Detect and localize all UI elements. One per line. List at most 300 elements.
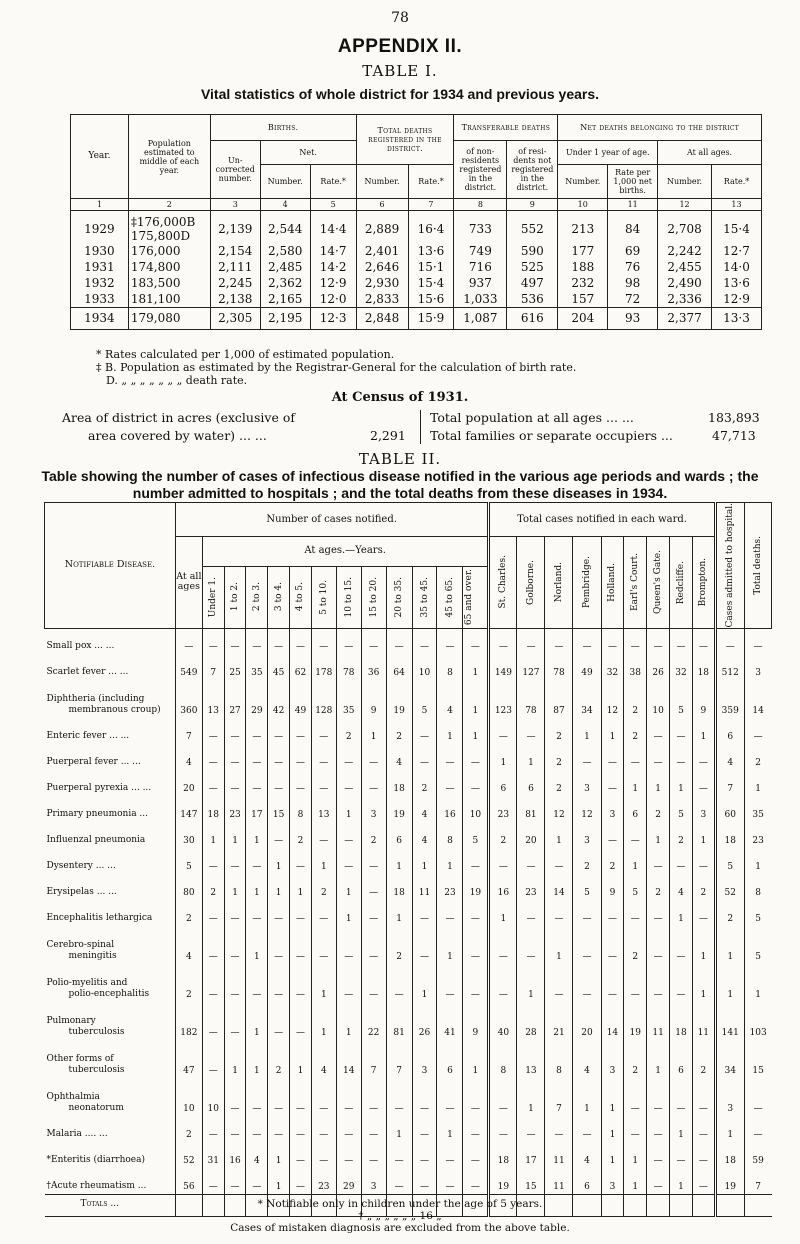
t2-cell: 1 <box>437 926 463 964</box>
t2-footnote-2: † „ „ „ „ „ „ 16 „ <box>358 1210 442 1222</box>
t2-body <box>45 628 772 1216</box>
t2-cell: 7 <box>386 1040 412 1078</box>
t1-header-uncorrected: Un- corrected number. <box>210 141 260 199</box>
t2-cell: — <box>268 1002 290 1040</box>
t2-cell: 18 <box>692 654 715 680</box>
t1-cell: 2,833 <box>356 291 408 307</box>
t2-cell: 8 <box>437 654 463 680</box>
t2-cell: 2 <box>175 964 202 1002</box>
t2-disease-name <box>45 900 176 926</box>
t2-row <box>45 1116 772 1142</box>
t1-header-rate-per-1000: Rate per 1,000 net births. <box>608 165 658 199</box>
t2-cell: 2 <box>386 718 412 744</box>
t1-cell: 749 <box>454 243 507 259</box>
t1-cell: 181,100 <box>128 291 210 307</box>
t2-cell: — <box>692 848 715 874</box>
t2-row <box>45 628 772 654</box>
t2-cell: — <box>202 770 224 796</box>
t1-cell: 14·2 <box>310 259 356 275</box>
t2-cell: 8 <box>437 822 463 848</box>
t2-cell: 2 <box>311 874 336 900</box>
t2-cell: 35 <box>246 654 268 680</box>
t2-cell: 1 <box>670 770 693 796</box>
t2-cell: — <box>624 628 647 654</box>
t2-cell: 1 <box>624 1168 647 1194</box>
t1-cell: 2,401 <box>356 243 408 259</box>
t2-disease-line: Malaria .... ... <box>46 1129 108 1139</box>
t2-row <box>45 680 772 718</box>
t2-cell: — <box>361 770 386 796</box>
t1-cell: 12·0 <box>310 291 356 307</box>
t1-header-population: Population estimated to middle of each year. <box>128 115 210 199</box>
t2-cell: — <box>601 628 624 654</box>
t2-cell: — <box>624 900 647 926</box>
t2-cell: — <box>268 744 290 770</box>
census-fam-label: Total families or separate occupiers ... <box>430 428 673 443</box>
t2-cell: 47 <box>175 1040 202 1078</box>
t2-cell: — <box>573 1116 601 1142</box>
t2-row <box>45 926 772 964</box>
table2-title: Table showing the number of cases of infectious disease notified in the various age periods and wards ; the number admitted to hospitals ; and the total deaths from these diseases in 1934. <box>41 468 759 501</box>
t2-cell: — <box>311 822 336 848</box>
t2-cell: — <box>437 900 463 926</box>
t2-cell: — <box>517 628 545 654</box>
t1-header-residents: of resi- dents not registered in the district. <box>507 141 558 199</box>
t2-cell: — <box>361 900 386 926</box>
t2-cell: 1 <box>489 744 517 770</box>
t2-age-header-5: 5 to 10. <box>311 566 336 628</box>
t2-cell: 11 <box>692 1002 715 1040</box>
t2-cell: 1 <box>290 1040 312 1078</box>
t2-cell: — <box>692 1116 715 1142</box>
t2-cell: 5 <box>463 822 489 848</box>
t1-header-net: Net. <box>260 141 356 165</box>
t2-cell: — <box>692 900 715 926</box>
t2-cell: — <box>489 628 517 654</box>
t2-cell: 512 <box>715 654 744 680</box>
t2-cell: 1 <box>647 1040 670 1078</box>
t1-colnum-10: 11 <box>608 199 658 211</box>
t2-cell: 3 <box>601 796 624 822</box>
t2-cell: 2 <box>647 796 670 822</box>
t2-cell: 28 <box>517 1002 545 1040</box>
t2-cell: — <box>311 718 336 744</box>
t2-row <box>45 900 772 926</box>
t2-cell: 3 <box>601 1040 624 1078</box>
t2-cell: — <box>246 1168 268 1194</box>
t1-cell: 232 <box>558 275 608 291</box>
t2-cell: 2 <box>692 1040 715 1078</box>
t2-cell: 1 <box>744 770 771 796</box>
t2-cell: 15 <box>268 796 290 822</box>
t2-cell: — <box>336 964 361 1002</box>
t2-cell: — <box>692 1168 715 1194</box>
t2-cell: 1 <box>670 1116 693 1142</box>
t2-cell: 6 <box>624 796 647 822</box>
t2-disease-name <box>45 796 176 822</box>
t2-cell: 2 <box>624 718 647 744</box>
t2-cell: 15 <box>744 1040 771 1078</box>
t2-age-header-10: 45 to 65. <box>437 566 463 628</box>
t1-colnum-1: 2 <box>128 199 210 211</box>
t2-disease-line: Pulmonary <box>46 1016 96 1026</box>
t2-disease-name <box>45 822 176 848</box>
t2-cell: 549 <box>175 654 202 680</box>
t1-cell: 2,245 <box>210 275 260 291</box>
t2-cell: 2 <box>744 744 771 770</box>
t2-disease-line: meningitis <box>68 951 117 961</box>
t1-cell: 1931 <box>71 259 129 275</box>
t2-cell: — <box>311 628 336 654</box>
t2-disease-name <box>45 1142 176 1168</box>
t2-cell: — <box>361 744 386 770</box>
t2-cell: 1 <box>517 744 545 770</box>
t2-cell: 6 <box>517 770 545 796</box>
census-divider <box>420 410 421 444</box>
t1-row <box>71 243 762 259</box>
t2-cell: 8 <box>489 1040 517 1078</box>
t1-header-deaths-number: Number. <box>356 165 408 199</box>
t2-cell: — <box>744 718 771 744</box>
t2-disease-name <box>45 1116 176 1142</box>
t2-disease-line: Other forms of <box>46 1054 114 1064</box>
t2-cell: 10 <box>647 680 670 718</box>
t2-cell: 32 <box>670 654 693 680</box>
t2-cell: 62 <box>290 654 312 680</box>
t2-cell: — <box>647 628 670 654</box>
t1-cell: 2,930 <box>356 275 408 291</box>
t1-cell: 2,848 <box>356 307 408 329</box>
t2-cell: — <box>386 1142 412 1168</box>
t2-cell: 1 <box>361 718 386 744</box>
t2-cell: — <box>336 628 361 654</box>
t1-cell: 2,490 <box>658 275 712 291</box>
t2-age-header-11: 65 and over. <box>463 566 489 628</box>
t2-footnote-1: * Notifiable only in children under the age of 5 years. <box>257 1198 543 1210</box>
t2-cell: 1 <box>290 874 312 900</box>
t2-cell: — <box>336 744 361 770</box>
t2-cell: — <box>517 1116 545 1142</box>
t2-disease-line: Polio-myelitis and <box>46 978 128 988</box>
t2-cell: 8 <box>545 1040 573 1078</box>
t2-cell: — <box>224 926 246 964</box>
t2-cell: — <box>624 744 647 770</box>
t2-cell: 1 <box>202 822 224 848</box>
t2-cell: 6 <box>715 718 744 744</box>
t2-row <box>45 1142 772 1168</box>
t2-cell: 3 <box>744 654 771 680</box>
t2-cell: 5 <box>715 848 744 874</box>
t2-cell: 4 <box>412 822 437 848</box>
t2-cell: 1 <box>412 964 437 1002</box>
t1-cell: 733 <box>454 211 507 244</box>
t2-cell: 12 <box>545 796 573 822</box>
t1-header-under1-number: Number. <box>558 165 608 199</box>
t2-cell: 11 <box>545 1168 573 1194</box>
t2-cell: — <box>463 1078 489 1116</box>
t2-cell: — <box>336 926 361 964</box>
t2-disease-line: Diphtheria (including <box>46 694 145 704</box>
t2-cell: 49 <box>573 654 601 680</box>
t2-cell: 2 <box>601 848 624 874</box>
t2-row <box>45 718 772 744</box>
t1-cell: 15·1 <box>408 259 454 275</box>
t1-header-births: Births. <box>210 115 356 141</box>
t2-cell: 127 <box>517 654 545 680</box>
t2-cell: — <box>647 718 670 744</box>
t1-cell: 13·3 <box>712 307 762 329</box>
t2-cell: — <box>224 964 246 1002</box>
t2-cell: 5 <box>573 874 601 900</box>
t2-cell: — <box>336 1116 361 1142</box>
t2-cell: — <box>361 926 386 964</box>
t1-cell: 1934 <box>71 307 129 329</box>
t2-cell: — <box>647 1078 670 1116</box>
t2-cell: 23 <box>489 796 517 822</box>
t2-disease-name <box>45 654 176 680</box>
t2-cell: 52 <box>715 874 744 900</box>
t2-cell: 5 <box>624 874 647 900</box>
census-pop-label: Total population at all ages ... ... <box>430 410 634 425</box>
t2-cell: 23 <box>311 1168 336 1194</box>
t2-cell: 10 <box>412 654 437 680</box>
t2-cell: — <box>545 848 573 874</box>
t2-cell: 1 <box>268 1142 290 1168</box>
t2-cell: 10 <box>175 1078 202 1116</box>
t2-cell: 11 <box>647 1002 670 1040</box>
t2-disease-line: Small pox ... ... <box>46 641 115 651</box>
t2-cell: 11 <box>412 874 437 900</box>
t2-cell: — <box>437 1078 463 1116</box>
t2-cell: — <box>624 1116 647 1142</box>
t2-totals-label: Totals ... <box>45 1194 176 1216</box>
t2-cell: 1 <box>437 848 463 874</box>
t2-cell: 19 <box>715 1168 744 1194</box>
t1-cell: 1,087 <box>454 307 507 329</box>
t2-cell: 2 <box>361 822 386 848</box>
t1-cell: 1,033 <box>454 291 507 307</box>
t2-cell: 6 <box>573 1168 601 1194</box>
t2-cell: — <box>361 874 386 900</box>
t1-header-year: Year. <box>71 115 129 199</box>
t2-cell: 32 <box>601 654 624 680</box>
t2-cell: 64 <box>386 654 412 680</box>
t2-disease-name <box>45 1078 176 1116</box>
t2-row <box>45 964 772 1002</box>
t2-cell: 18 <box>489 1142 517 1168</box>
t1-cell: 157 <box>558 291 608 307</box>
t2-row <box>45 1002 772 1040</box>
t2-cell: — <box>692 744 715 770</box>
t2-cell: — <box>463 848 489 874</box>
t2-cell: 18 <box>670 1002 693 1040</box>
census-fam-value: 47,713 <box>712 428 756 443</box>
t2-cell: 1 <box>692 926 715 964</box>
t2-cell: 1 <box>224 874 246 900</box>
t2-cell: 1 <box>489 900 517 926</box>
t2-cell: — <box>601 964 624 1002</box>
t2-cell: — <box>437 628 463 654</box>
t1-cell: 93 <box>608 307 658 329</box>
t2-cell: 26 <box>412 1002 437 1040</box>
t2-cell: 1 <box>601 718 624 744</box>
t2-cell: — <box>224 848 246 874</box>
t1-cell: 2,138 <box>210 291 260 307</box>
t2-cell: 78 <box>336 654 361 680</box>
t2-cell: — <box>224 718 246 744</box>
t2-cell: — <box>290 1002 312 1040</box>
t2-cell: 1 <box>246 874 268 900</box>
t2-cell: — <box>202 900 224 926</box>
t2-cell: — <box>311 926 336 964</box>
t2-cell: — <box>246 628 268 654</box>
t2-header-cases-notified: Number of cases notified. <box>175 503 489 537</box>
t1-cell: 15·6 <box>408 291 454 307</box>
t2-cell: 11 <box>545 1142 573 1168</box>
t1-cell: 2,305 <box>210 307 260 329</box>
t2-cell: 80 <box>175 874 202 900</box>
t2-cell: — <box>545 1116 573 1142</box>
t2-cell: — <box>268 926 290 964</box>
t1-cell: 2,708 <box>658 211 712 244</box>
t2-cell: — <box>336 1078 361 1116</box>
t2-cell: — <box>311 770 336 796</box>
t2-cell: 9 <box>463 1002 489 1040</box>
t2-ward-header-7: Redcliffe. <box>670 537 693 629</box>
t1-colnum-9: 10 <box>558 199 608 211</box>
t2-row <box>45 848 772 874</box>
t2-cell: — <box>647 900 670 926</box>
t2-cell: 40 <box>489 1002 517 1040</box>
t2-cell: 4 <box>386 744 412 770</box>
t1-header-transferable: Transferable deaths <box>454 115 558 141</box>
t2-cell: — <box>268 1078 290 1116</box>
t2-cell: 4 <box>311 1040 336 1078</box>
t1-row <box>71 259 762 275</box>
t2-cell: — <box>412 1116 437 1142</box>
t1-cell: 98 <box>608 275 658 291</box>
t2-cell: 29 <box>246 680 268 718</box>
t2-cell: 42 <box>268 680 290 718</box>
t2-cell: — <box>437 964 463 1002</box>
t2-cell: 12 <box>601 680 624 718</box>
t2-disease-name <box>45 628 176 654</box>
t2-cell: — <box>202 926 224 964</box>
t2-cell: — <box>463 744 489 770</box>
t2-cell: — <box>202 1116 224 1142</box>
t2-cell: — <box>290 744 312 770</box>
t2-cell: 1 <box>545 822 573 848</box>
t2-disease-name <box>45 770 176 796</box>
t2-cell: — <box>489 848 517 874</box>
t2-disease-line: Primary pneumonia ... <box>46 809 149 819</box>
vital-statistics-table <box>70 114 762 330</box>
census-title: At Census of 1931. <box>331 390 469 405</box>
t1-cell: 14·0 <box>712 259 762 275</box>
table2-label: TABLE II. <box>358 450 442 468</box>
t2-cell: — <box>412 744 437 770</box>
t2-cell: 147 <box>175 796 202 822</box>
t2-cell: 5 <box>412 680 437 718</box>
t2-cell: — <box>692 770 715 796</box>
t2-ward-header-4: Holland. <box>601 537 624 629</box>
t2-cell: 18 <box>715 822 744 848</box>
t2-cell: — <box>224 628 246 654</box>
t1-row <box>71 291 762 307</box>
t2-cell: — <box>202 1002 224 1040</box>
t2-cell: 1 <box>601 1078 624 1116</box>
t2-cell: 34 <box>573 680 601 718</box>
t1-colnum-6: 7 <box>408 199 454 211</box>
t2-cell: — <box>670 964 693 1002</box>
t2-cell: 6 <box>670 1040 693 1078</box>
t2-cell: — <box>573 900 601 926</box>
t1-cell: 14·7 <box>310 243 356 259</box>
t2-cell: — <box>647 1142 670 1168</box>
t2-cell: — <box>386 1078 412 1116</box>
t2-cell: 1 <box>573 1078 601 1116</box>
t1-header-non-residents: of non- residents registered in the district. <box>454 141 507 199</box>
t2-cell: — <box>545 964 573 1002</box>
t2-cell: — <box>246 900 268 926</box>
t2-cell: — <box>601 900 624 926</box>
t2-cell: 359 <box>715 680 744 718</box>
t1-cell: 590 <box>507 243 558 259</box>
t2-row <box>45 1040 772 1078</box>
t2-cell: — <box>175 628 202 654</box>
t2-cell: 7 <box>545 1078 573 1116</box>
t2-age-header-4: 4 to 5. <box>290 566 312 628</box>
t2-cell: — <box>412 926 437 964</box>
t2-cell: 6 <box>386 822 412 848</box>
t2-cell: 1 <box>692 822 715 848</box>
t1-cell: 12·9 <box>310 275 356 291</box>
t2-cell: 1 <box>386 848 412 874</box>
t2-cell: 1 <box>463 654 489 680</box>
t2-cell: — <box>463 926 489 964</box>
t2-cell: 26 <box>647 654 670 680</box>
t2-cell: 3 <box>573 770 601 796</box>
t2-cell: 2 <box>386 926 412 964</box>
t2-cell: 6 <box>489 770 517 796</box>
t2-cell: 30 <box>175 822 202 848</box>
t1-header-allages-rate: Rate.* <box>712 165 762 199</box>
census-pop-value: 183,893 <box>708 410 760 425</box>
t2-cell: 4 <box>175 926 202 964</box>
t1-cell: 84 <box>608 211 658 244</box>
t2-cell: 178 <box>311 654 336 680</box>
t2-cell: 182 <box>175 1002 202 1040</box>
t2-cell: — <box>489 1116 517 1142</box>
t2-cell: 3 <box>361 796 386 822</box>
t2-cell: — <box>437 744 463 770</box>
t2-cell: 15 <box>517 1168 545 1194</box>
t2-cell: — <box>601 770 624 796</box>
t2-cell: 36 <box>361 654 386 680</box>
t1-cell: ‡176,000B 175,800D <box>128 211 210 244</box>
t2-cell: 18 <box>386 770 412 796</box>
t2-cell: — <box>517 718 545 744</box>
t2-cell: 5 <box>670 796 693 822</box>
t2-cell: 2 <box>545 770 573 796</box>
t2-cell: 45 <box>268 654 290 680</box>
t2-cell: 1 <box>463 1040 489 1078</box>
t2-cell: — <box>311 1142 336 1168</box>
t2-row <box>45 874 772 900</box>
t2-cell: 4 <box>246 1142 268 1168</box>
t2-cell: 149 <box>489 654 517 680</box>
t2-cell: — <box>224 1168 246 1194</box>
